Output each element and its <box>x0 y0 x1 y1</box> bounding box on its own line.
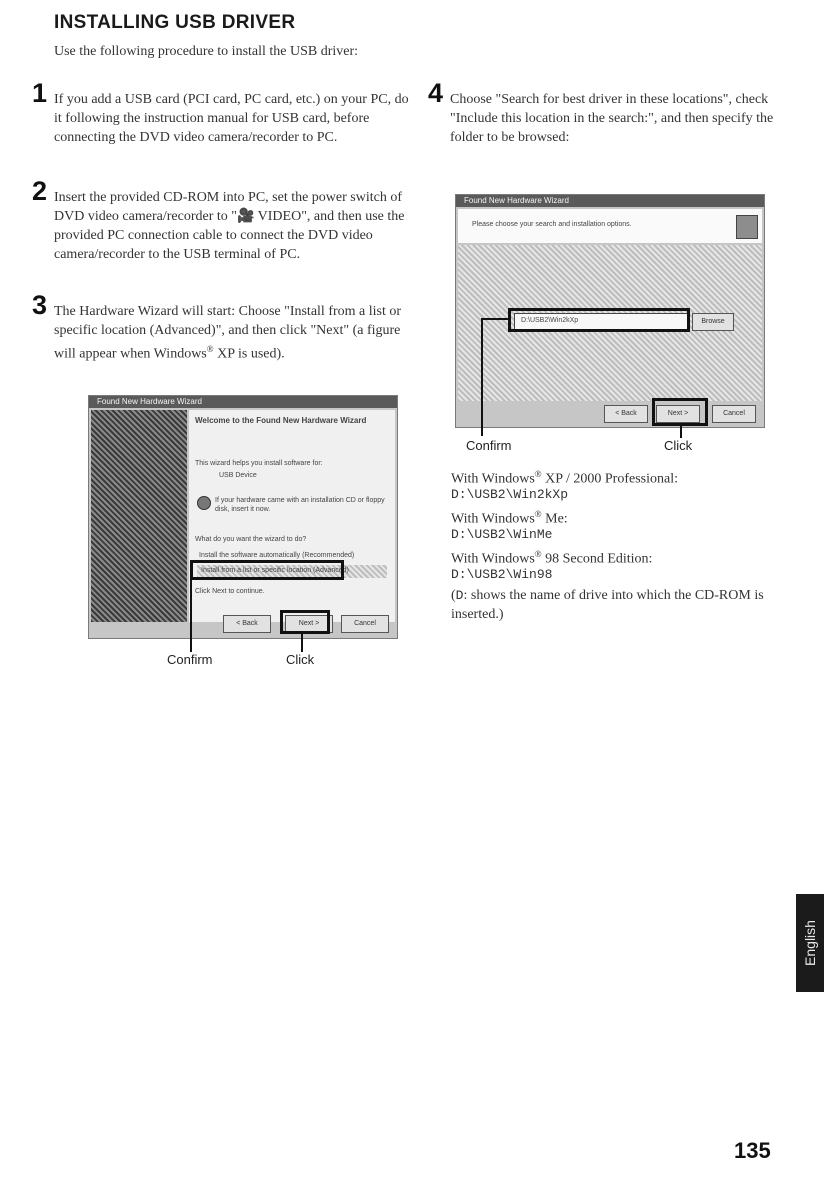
wizard-footer: Click Next to continue. <box>195 588 265 595</box>
browse-button[interactable]: Browse <box>692 313 734 331</box>
step-2 <box>32 176 412 264</box>
click-caption: Click <box>664 438 693 453</box>
click-highlight <box>280 610 330 634</box>
back-button[interactable]: < Back <box>223 615 271 633</box>
wizard-banner-image <box>91 410 187 622</box>
step-text: If you add a USB card (PCI card, PC card, etc.) on your PC, do it following the instruction manual for USB card, before connecting the DVD video camera/recorder to PC. <box>54 92 409 145</box>
step-number: 2 <box>32 176 48 206</box>
confirm-caption: Confirm <box>466 438 512 453</box>
wizard-option-advanced[interactable]: Install from a list or specific location (Advanced) <box>197 565 387 578</box>
wizard-heading: Welcome to the Found New Hardware Wizard <box>195 416 367 425</box>
window-titlebar: Found New Hardware Wizard <box>456 195 764 207</box>
language-tab: English <box>796 894 824 992</box>
click-caption: Click <box>286 652 315 667</box>
se-path: D:\USB2\Win98 <box>451 567 553 582</box>
hardware-icon <box>736 215 758 239</box>
drive-note: (D: shows the name of drive into which the CD-ROM is inserted.) <box>451 588 764 622</box>
page-title: INSTALLING USB DRIVER <box>54 12 296 33</box>
confirm-caption: Confirm <box>167 652 213 667</box>
confirm-highlight <box>190 560 344 580</box>
cancel-button[interactable]: Cancel <box>712 405 756 423</box>
browse-path-field[interactable]: D:\USB2\Win2kXp <box>514 313 688 331</box>
next-button[interactable]: Next > <box>285 615 333 633</box>
click-leader-line <box>301 634 303 652</box>
step-text: The Hardware Wizard will start: Choose "Install from a list or specific location (Advanced)", and then click "Next" (a figure will appear when Windows® XP is used). <box>54 304 402 362</box>
wizard-device: USB Device <box>219 472 257 479</box>
step-number: 3 <box>32 290 48 320</box>
se-label: With Windows® 98 Second Edition: <box>451 549 653 567</box>
confirm-leader-horizontal <box>481 318 509 320</box>
wizard-screenshot-welcome <box>88 395 398 639</box>
step-text: Choose "Search for best driver in these locations", check "Include this location in the search:", and then specify the folder to be browsed: <box>450 92 774 145</box>
step-1 <box>32 78 412 147</box>
cd-icon <box>197 496 211 510</box>
me-label: With Windows® Me: <box>451 509 568 527</box>
xp-label: With Windows® XP / 2000 Professional: <box>451 469 678 487</box>
back-button[interactable]: < Back <box>604 405 648 423</box>
me-path: D:\USB2\WinMe <box>451 527 553 542</box>
cancel-button[interactable]: Cancel <box>341 615 389 633</box>
step-number: 4 <box>428 78 444 108</box>
step-4 <box>428 78 798 147</box>
wizard-option-auto[interactable]: Install the software automatically (Recommended) <box>199 552 355 559</box>
confirm-highlight <box>508 308 690 332</box>
window-titlebar: Found New Hardware Wizard <box>89 396 397 408</box>
click-leader-line <box>680 424 682 438</box>
intro-text: Use the following procedure to install the USB driver: <box>54 44 359 59</box>
step-text: Insert the provided CD-ROM into PC, set the power switch of DVD video camera/recorder to "🎥 VIDEO", and then use the provided PC connection cable to connect the DVD video camera/recorder to the USB terminal of PC. <box>54 190 405 262</box>
wizard-question: What do you want the wizard to do? <box>195 536 307 543</box>
wizard-line: This wizard helps you install software for: <box>195 460 323 467</box>
step-number: 1 <box>32 78 48 108</box>
click-highlight <box>652 398 708 426</box>
confirm-leader-line <box>481 318 483 436</box>
next-button[interactable]: Next > <box>656 405 700 423</box>
step-3 <box>32 290 412 364</box>
confirm-leader-line <box>190 574 192 652</box>
wizard-line: If your hardware came with an installation CD or floppy disk, insert it now. <box>215 497 385 513</box>
page-number: 135 <box>734 1138 771 1163</box>
xp-path: D:\USB2\Win2kXp <box>451 487 569 502</box>
wizard-heading: Please choose your search and installation options. <box>472 221 632 228</box>
